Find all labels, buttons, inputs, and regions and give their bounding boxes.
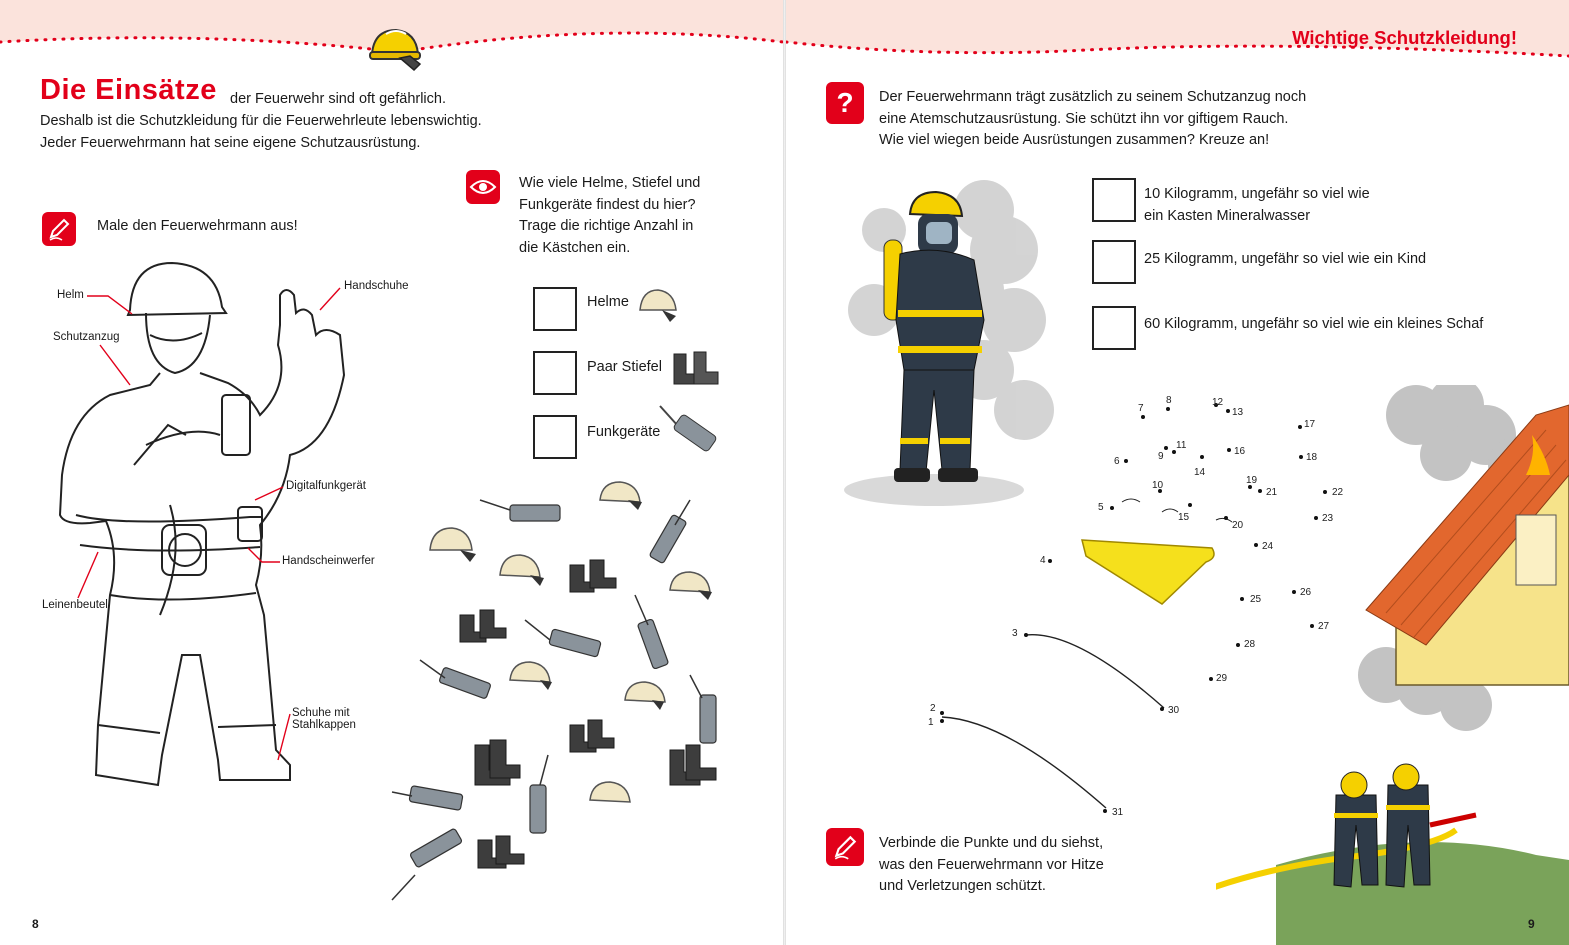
dot-26: 26 — [1300, 587, 1312, 598]
dot-12: 12 — [1212, 397, 1224, 408]
option-10kg: 10 Kilogramm, ungefähr so viel wie ein Kasten Mineralwasser — [1144, 186, 1370, 224]
dot-7: 7 — [1138, 403, 1144, 414]
dot-3: 3 — [1012, 628, 1018, 639]
dot-20: 20 — [1232, 520, 1244, 531]
label-handschuhe: Handschuhe — [344, 280, 409, 292]
dot-2: 2 — [930, 703, 936, 714]
stiefel-label: Paar Stiefel — [587, 359, 662, 375]
label-schutzanzug: Schutzanzug — [53, 331, 120, 343]
dot-23: 23 — [1322, 513, 1334, 524]
connect-task: Verbinde die Punkte und du siehst, was den Feuerwehrmann vor Hitze und Verletzungen schützt. — [879, 835, 1104, 894]
color-task: Male den Feuerwehrmann aus! — [97, 218, 298, 234]
label-handscheinwerfer: Handscheinwerfer — [282, 555, 375, 567]
dot-15: 15 — [1178, 512, 1190, 523]
dot-25: 25 — [1250, 594, 1262, 605]
page-number-left: 8 — [32, 917, 39, 931]
label-leinenbeutel: Leinenbeutel — [42, 599, 108, 611]
dot-21: 21 — [1266, 487, 1278, 498]
label-pointers — [0, 0, 783, 945]
dot-29: 29 — [1216, 673, 1228, 684]
page-heading: Die Einsätze — [40, 74, 217, 106]
count-task: Wie viele Helme, Stiefel und Funkgeräte findest du hier? Trage die richtige Anzahl in die Kästchen ein. — [519, 175, 701, 256]
label-schuhe: Schuhe mit Stahlkappen — [292, 707, 356, 731]
option-25kg: 25 Kilogramm, ungefähr so viel wie ein Kind — [1144, 251, 1427, 267]
dot-5: 5 — [1098, 502, 1104, 513]
dot-16: 16 — [1234, 446, 1246, 457]
dot-14: 14 — [1194, 467, 1206, 478]
dot-30: 30 — [1168, 705, 1180, 716]
dot-17: 17 — [1304, 419, 1316, 430]
dot-18: 18 — [1306, 452, 1318, 463]
dot-24: 24 — [1262, 541, 1274, 552]
right-page — [786, 0, 1569, 945]
dot-1: 1 — [928, 717, 934, 728]
dot-4: 4 — [1040, 555, 1046, 566]
dot-19: 19 — [1246, 475, 1258, 486]
page-number-right: 9 — [1528, 917, 1535, 931]
helme-label: Helme — [587, 294, 629, 310]
label-digitalfunk: Digitalfunkgerät — [286, 480, 366, 492]
dot-13: 13 — [1232, 407, 1244, 418]
dot-8: 8 — [1166, 395, 1172, 406]
dot-11: 11 — [1176, 440, 1187, 451]
burning-house-illustration — [1216, 385, 1569, 945]
question-text: Der Feuerwehrmann trägt zusätzlich zu seinem Schutzanzug noch eine Atemschutzausrüstung. Sie schützt ihn vor giftigem Rauch. Wie viel wiegen beide Ausrüstungen zusammen? Kreuze an! — [879, 89, 1307, 148]
option-60kg: 60 Kilogramm, ungefähr so viel wie ein kleines Schaf — [1144, 316, 1484, 332]
pencil-icon-right — [826, 828, 864, 866]
question-icon: ? — [826, 82, 864, 124]
banner-title: Wichtige Schutzkleidung! — [1292, 27, 1517, 48]
dot-28: 28 — [1244, 639, 1256, 650]
option-60kg-checkbox[interactable] — [1092, 306, 1136, 350]
label-helm: Helm — [57, 289, 84, 301]
dot-31: 31 — [1112, 807, 1124, 818]
dot-9: 9 — [1158, 451, 1164, 462]
option-10kg-checkbox[interactable] — [1092, 178, 1136, 222]
intro-text: der Feuerwehr sind oft gefährlich. Deshalb ist die Schutzkleidung für die Feuerwehrleute lebenswichtig. Jeder Feuerwehrmann hat seine eigene Schutzausrüstung. — [40, 91, 482, 151]
dot-6: 6 — [1114, 456, 1120, 467]
dot-27: 27 — [1318, 621, 1330, 632]
funk-label: Funkgeräte — [587, 424, 661, 440]
option-25kg-checkbox[interactable] — [1092, 240, 1136, 284]
left-page — [0, 0, 783, 945]
dot-10: 10 — [1152, 480, 1164, 491]
dot-22: 22 — [1332, 487, 1344, 498]
